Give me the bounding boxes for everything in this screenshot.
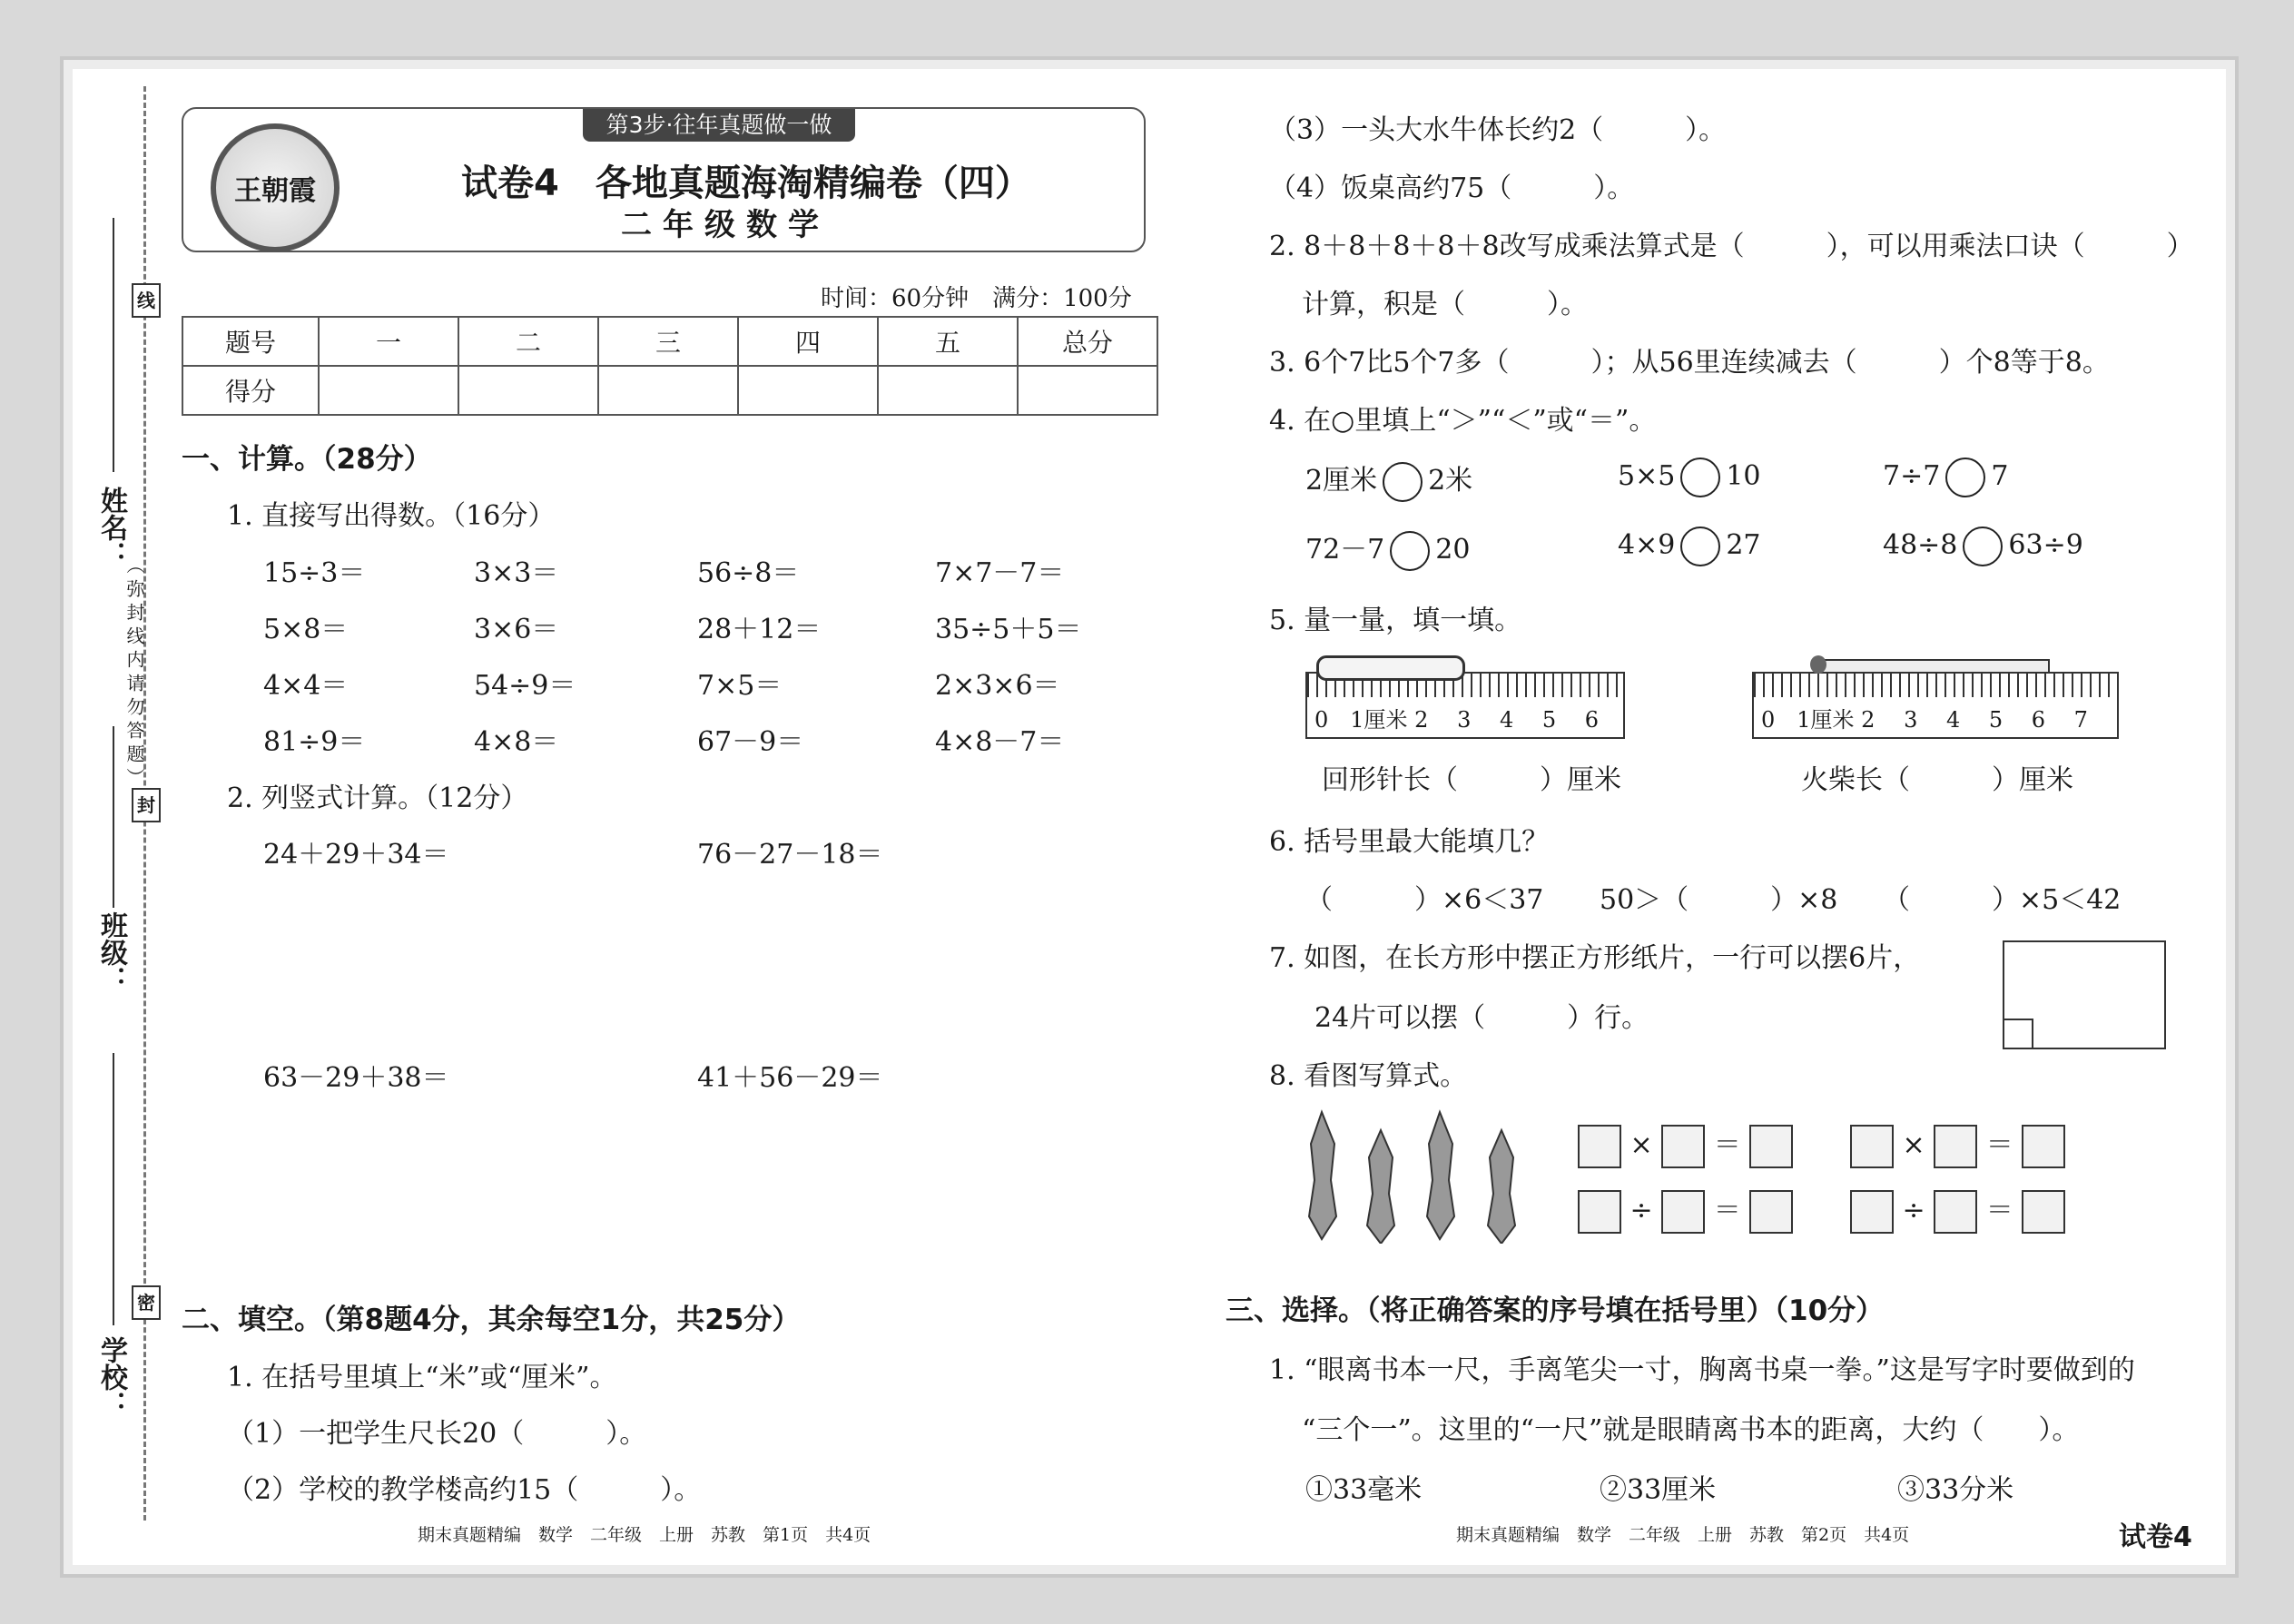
compare-right: 2米: [1428, 465, 1473, 497]
answer-box[interactable]: [1749, 1190, 1793, 1234]
compare-circle[interactable]: [1383, 462, 1423, 502]
seal-mark-xian: 线: [132, 283, 161, 318]
fill-q6-item: （ ）×5＜42: [1883, 884, 2122, 916]
mental-calc: 28＋12＝: [697, 614, 822, 645]
school-blank-line: [113, 1053, 114, 1325]
mental-calc: 56÷8＝: [697, 557, 800, 589]
equation-row: [1850, 1122, 2065, 1168]
score-header-cell: 二: [458, 317, 598, 366]
step-tab: 第3步·往年真题做一做: [583, 109, 855, 142]
fill-q8: 8. 看图写算式。: [1269, 1060, 1468, 1092]
fill-q2-line2: 计算，积是（ ）。: [1302, 289, 1588, 320]
compare-left: 48÷8: [1883, 529, 1958, 561]
compare-circle[interactable]: [1680, 458, 1720, 497]
equals-sign: ＝: [1713, 1195, 1741, 1226]
mental-calc: 5×8＝: [263, 614, 349, 645]
score-header-cell: 四: [738, 317, 878, 366]
paper-subtitle: 二年级数学: [621, 207, 830, 243]
score-header-cell: 五: [878, 317, 1018, 366]
compare-right: 20: [1435, 534, 1471, 566]
q1-title: 1. 直接写出得数。（16分）: [227, 500, 556, 532]
score-header-cell: 题号: [182, 317, 319, 366]
divide-sign: ÷: [1629, 1195, 1653, 1226]
logo-text: 王朝霞: [234, 175, 316, 207]
mental-calc: 2×3×6＝: [935, 670, 1060, 702]
paper-clip-icon: [1316, 655, 1465, 681]
answer-box[interactable]: [1934, 1125, 1977, 1168]
ruler-2-numbers: 0 1厘米 2 3 4 5 6 7: [1761, 707, 2088, 733]
vertical-calc: 24＋29＋34＝: [263, 839, 449, 871]
seal-mark-mi: 密: [132, 1285, 161, 1320]
fill-q1-4: （4）饭桌高约75（ ）。: [1269, 172, 1635, 204]
score-table: [182, 316, 1158, 416]
mental-calc: 3×3＝: [474, 557, 559, 589]
score-header-cell: 总分: [1018, 317, 1157, 366]
fill-q5: 5. 量一量，填一填。: [1269, 605, 1522, 636]
compare-item: [1883, 527, 2083, 566]
score-header-cell: 三: [598, 317, 738, 366]
ruler-ticks: [1754, 674, 2117, 697]
ruler-1-label: 回形针长（ ）厘米: [1322, 764, 1621, 796]
pepper-string: [1427, 1112, 1454, 1239]
fill-q6-item: 50＞（ ）×8: [1600, 884, 1838, 916]
class-blank-line: [113, 726, 114, 908]
answer-box[interactable]: [1578, 1190, 1621, 1234]
compare-right: 27: [1726, 529, 1761, 561]
pepper-strings-image: [1295, 1107, 1531, 1244]
score-header-cell: 一: [319, 317, 458, 366]
fill-q7-line2: 24片可以摆（ ）行。: [1314, 1002, 1649, 1034]
answer-box[interactable]: [2022, 1190, 2065, 1234]
mental-calc: 35÷5＋5＝: [935, 614, 1082, 645]
answer-box[interactable]: [2022, 1125, 2065, 1168]
multiply-sign: ×: [1902, 1129, 1925, 1161]
compare-item: [1618, 527, 1761, 566]
mental-calc: 4×8－7＝: [935, 726, 1065, 758]
fill-q1-2: （2）学校的教学楼高约15（ ）。: [227, 1474, 702, 1506]
compare-circle[interactable]: [1963, 527, 2003, 566]
choice-q1-line2: “三个一”。这里的“一尺”就是眼睛离书本的距离，大约（ ）。: [1302, 1414, 2080, 1446]
choice-q1-line1: 1. “眼离书本一尺，手离笔尖一寸，胸离书桌一拳。”这是写字时要做到的: [1269, 1354, 2135, 1386]
q2-title: 2. 列竖式计算。（12分）: [227, 782, 528, 814]
footer-left: 期末真题精编 数学 二年级 上册 苏教 第1页 共4页: [418, 1525, 871, 1545]
score-cell[interactable]: [598, 366, 738, 415]
ruler-2: [1752, 672, 2119, 739]
fill-q1-title: 1. 在括号里填上“米”或“厘米”。: [227, 1362, 617, 1393]
pepper-string: [1488, 1130, 1515, 1244]
answer-box[interactable]: [1850, 1190, 1894, 1234]
ruler-2-label: 火柴长（ ）厘米: [1801, 764, 2073, 796]
compare-circle[interactable]: [1390, 531, 1430, 571]
vertical-calc: 76－27－18＝: [697, 839, 883, 871]
mental-calc: 4×8＝: [474, 726, 559, 758]
score-cell[interactable]: [878, 366, 1018, 415]
time-score-info: 时间：60分钟 满分：100分: [821, 285, 1132, 312]
fill-q4: 4. 在○里填上“＞”“＜”或“＝”。: [1269, 405, 1657, 437]
small-square: [2004, 1019, 2033, 1048]
mental-calc: 4×4＝: [263, 670, 349, 702]
answer-box[interactable]: [1661, 1125, 1705, 1168]
score-cell[interactable]: [458, 366, 598, 415]
section-1-title: 一、计算。（28分）: [182, 443, 432, 476]
mental-calc: 81÷9＝: [263, 726, 366, 758]
vertical-calc: 63－29＋38＝: [263, 1062, 449, 1094]
compare-right: 10: [1726, 460, 1761, 492]
divide-sign: ÷: [1902, 1195, 1925, 1226]
equation-row: [1850, 1187, 2065, 1234]
mental-calc: 7×5＝: [697, 670, 783, 702]
compare-item: [1305, 527, 1470, 571]
section-2-title: 二、填空。（第8题4分，其余每空1分，共25分）: [182, 1304, 801, 1336]
compare-item: [1883, 458, 2008, 497]
choice-option[interactable]: ③33分米: [1897, 1474, 2014, 1506]
compare-circle[interactable]: [1945, 458, 1985, 497]
score-cell[interactable]: [1018, 366, 1157, 415]
score-cell[interactable]: [738, 366, 878, 415]
footer-right: 期末真题精编 数学 二年级 上册 苏教 第2页 共4页: [1456, 1525, 1910, 1545]
compare-circle[interactable]: [1680, 527, 1720, 566]
paper-title: 试卷4 各地真题海淘精编卷（四）: [461, 162, 1031, 204]
answer-box[interactable]: [1578, 1125, 1621, 1168]
paper-number-badge: 试卷4: [2119, 1521, 2192, 1553]
match-head-icon: [1810, 655, 1826, 674]
choice-option[interactable]: ①33毫米: [1305, 1474, 1423, 1506]
mental-calc: 54÷9＝: [474, 670, 576, 702]
fill-q1-3: （3）一头大水牛体长约2（ ）。: [1269, 114, 1727, 146]
answer-box[interactable]: [1934, 1190, 1977, 1234]
compare-right: 63÷9: [2008, 529, 2083, 561]
fill-q6: 6. 括号里最大能填几？: [1269, 826, 1550, 858]
multiply-sign: ×: [1629, 1129, 1653, 1161]
score-row-label: 得分: [182, 366, 319, 415]
school-label: 学校：: [95, 1336, 127, 1418]
compare-right: 7: [1991, 460, 2009, 492]
compare-item: [1618, 458, 1761, 497]
seal-mark-feng: 封: [132, 788, 161, 822]
ruler-1-numbers: 0 1厘米 2 3 4 5 6: [1314, 707, 1600, 733]
mental-calc: 3×6＝: [474, 614, 559, 645]
fill-q2-line1: 2. 8＋8＋8＋8＋8改写成乘法算式是（ ），可以用乘法口诀（ ）: [1269, 231, 2194, 262]
equals-sign: ＝: [1985, 1129, 2013, 1161]
fill-q1-1: （1）一把学生尺长20（ ）。: [227, 1418, 647, 1450]
answer-box[interactable]: [1661, 1190, 1705, 1234]
compare-left: 5×5: [1618, 460, 1676, 492]
fill-q6-item: （ ）×6＜37: [1305, 884, 1544, 916]
fill-q7-line1: 7. 如图，在长方形中摆正方形纸片，一行可以摆6片，: [1269, 942, 1921, 974]
equation-row: [1578, 1187, 1793, 1234]
compare-left: 2厘米: [1305, 465, 1378, 497]
section-3-title: 三、选择。（将正确答案的序号填在括号里）（10分）: [1226, 1294, 1885, 1327]
compare-left: 72－7: [1305, 534, 1385, 566]
choice-option[interactable]: ②33厘米: [1600, 1474, 1717, 1506]
ruler-1: [1305, 672, 1625, 739]
name-label: 姓名：: [95, 487, 127, 568]
equals-sign: ＝: [1713, 1129, 1741, 1161]
mental-calc: 7×7－7＝: [935, 557, 1065, 589]
mental-calc: 15÷3＝: [263, 557, 366, 589]
fill-q3: 3. 6个7比5个7多（ ）；从56里连续减去（ ）个8等于8。: [1269, 347, 2110, 379]
score-cell[interactable]: [319, 366, 458, 415]
name-blank-line: [113, 218, 114, 472]
equation-row: [1578, 1122, 1793, 1168]
compare-item: [1305, 458, 1472, 502]
logo: [211, 123, 340, 252]
class-label: 班级：: [95, 911, 127, 993]
rectangle-figure: [2003, 940, 2166, 1049]
answer-box[interactable]: [1749, 1125, 1793, 1168]
mental-calc: 67－9＝: [697, 726, 804, 758]
answer-box[interactable]: [1850, 1125, 1894, 1168]
compare-left: 4×9: [1618, 529, 1676, 561]
pepper-string: [1367, 1130, 1394, 1244]
vertical-calc: 41＋56－29＝: [697, 1062, 883, 1094]
equals-sign: ＝: [1985, 1195, 2013, 1226]
seal-note: （弥封线内请勿答题）: [123, 556, 145, 792]
compare-left: 7÷7: [1883, 460, 1941, 492]
pepper-string: [1309, 1112, 1336, 1239]
match-stick-icon: [1816, 659, 2050, 674]
header-banner: [182, 107, 1146, 252]
